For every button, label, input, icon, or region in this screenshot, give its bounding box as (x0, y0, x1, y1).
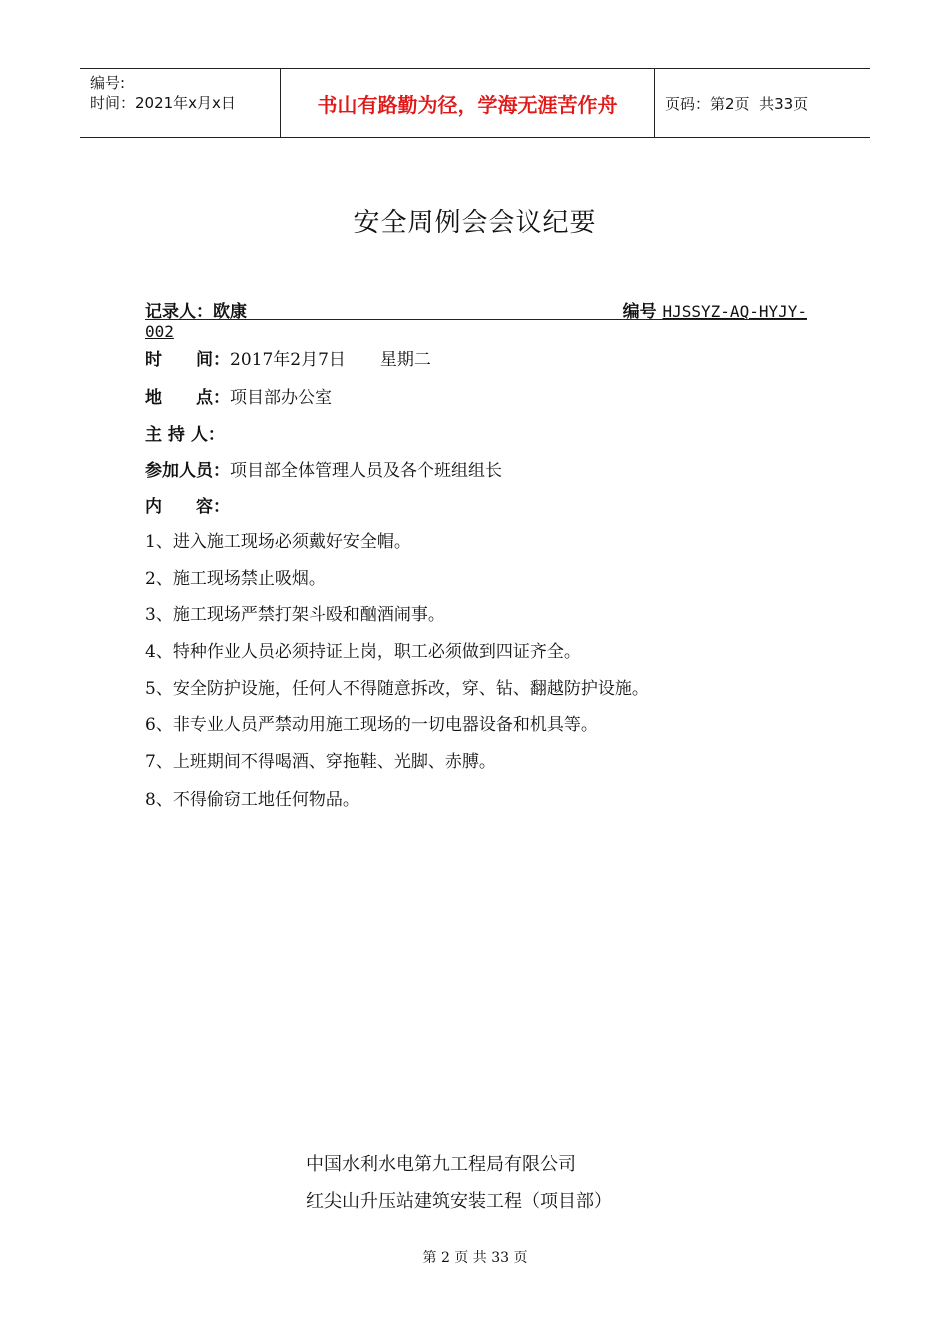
field-content (145, 492, 230, 517)
field-attendees-value: 项目部全体管理人员及各个班组组长 (230, 461, 502, 481)
list-item: 2、施工现场禁止吸烟。 (145, 569, 326, 589)
header-date-label: 时间：2021年x月x日 (90, 94, 236, 112)
field-attendees (145, 456, 502, 481)
document-number-value: HJSSYZ-AQ-HYJY- (662, 302, 807, 321)
field-place-key: 地 点： (145, 388, 230, 408)
header-divider (654, 69, 655, 137)
list-item: 3、施工现场严禁打架斗殴和酗酒闹事。 (145, 605, 445, 625)
document-title: 安全周例会会议纪要 (353, 208, 597, 238)
header-page-label: 页码：第2页 共33页 (665, 95, 809, 113)
list-item: 1、进入施工现场必须戴好安全帽。 (145, 532, 411, 552)
footer-project: 红尖山升压站建筑安装工程（项目部） (306, 1191, 612, 1212)
list-item: 6、非专业人员严禁动用施工现场的一切电器设备和机具等。 (145, 715, 598, 735)
footer-page-number: 第 2 页 共 33 页 (422, 1250, 528, 1266)
field-content-key: 内 容： (145, 497, 230, 517)
recorder-line (145, 297, 807, 320)
document-number-continuation: 002 (145, 322, 174, 341)
list-item: 8、不得偷窃工地任何物品。 (145, 790, 360, 810)
list-item: 5、安全防护设施，任何人不得随意拆改，穿、钻、翻越防护设施。 (145, 679, 649, 699)
recorder: 记录人：欧康 (145, 302, 247, 322)
field-host-key: 主 持 人： (145, 425, 225, 445)
field-place (145, 383, 332, 408)
document-number (623, 297, 807, 322)
footer-company: 中国水利水电第九工程局有限公司 (306, 1154, 576, 1175)
header-number-label: 编号: (90, 74, 126, 92)
document-number-key: 编号 (622, 302, 657, 322)
field-time-key: 时 间： (145, 350, 230, 370)
field-time (145, 345, 431, 370)
field-place-value: 项目部办公室 (230, 388, 332, 408)
header-motto: 书山有路勤为径，学海无涯苦作舟 (317, 92, 618, 117)
field-attendees-key: 参加人员： (145, 461, 230, 481)
list-item: 7、上班期间不得喝酒、穿拖鞋、光脚、赤膊。 (145, 752, 496, 772)
list-item: 4、特种作业人员必须持证上岗，职工必须做到四证齐全。 (145, 642, 581, 662)
field-host (145, 420, 225, 445)
page-header-table (80, 68, 870, 138)
header-info-cell (80, 69, 280, 137)
field-time-value: 2017年2月7日 星期二 (230, 350, 431, 370)
